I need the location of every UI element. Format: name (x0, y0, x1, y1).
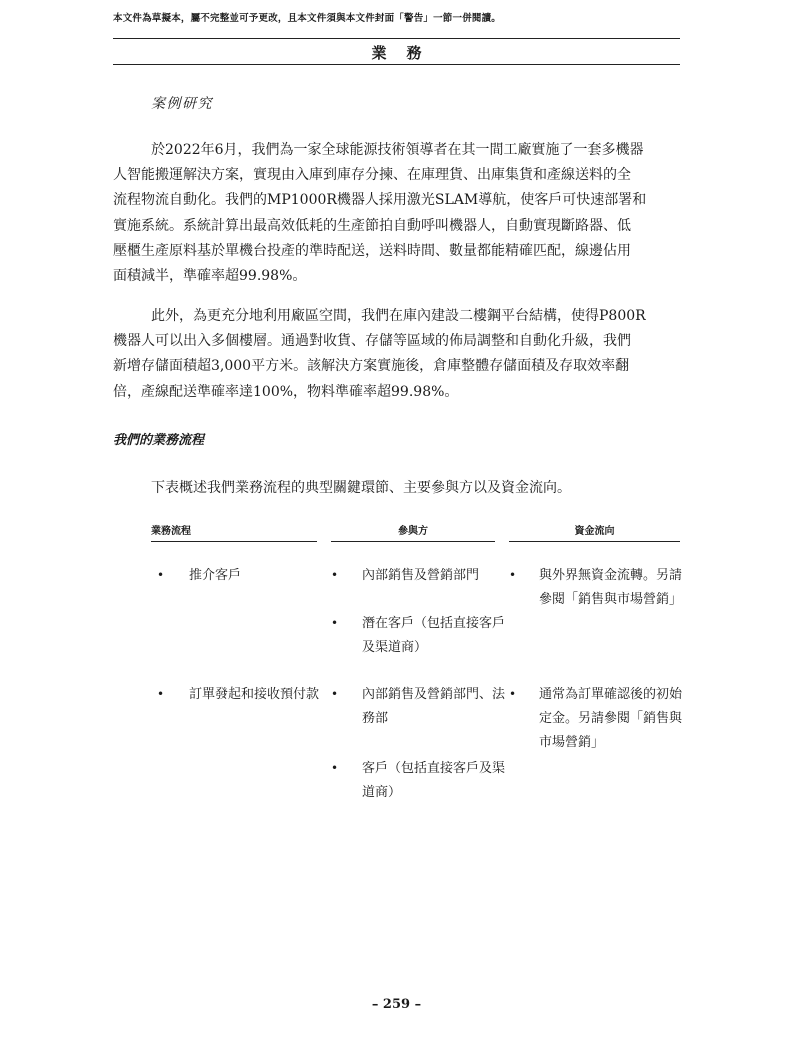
bullet: • (331, 761, 339, 775)
process-cell: 推介客戶 (189, 568, 242, 583)
case-study-paragraph-1 (113, 138, 680, 289)
business-process-heading: 我們的業務流程 (113, 433, 205, 448)
bullet: • (157, 568, 165, 582)
bullet: • (509, 568, 517, 582)
column-header-participants: 參與方 (331, 522, 495, 542)
case-study-heading: 案例研究 (151, 96, 213, 112)
process-cell: 訂單發起和接收預付款 (189, 687, 320, 702)
bullet: • (331, 568, 339, 582)
participant-cell: 內部銷售及營銷部門、法 務部 (362, 687, 506, 726)
text-line: 流程物流自動化。我們的MP1000R機器人採用激光SLAM導航，使客戶可快速部署和 (113, 192, 647, 209)
bullet: • (157, 687, 165, 701)
bullet: • (331, 687, 339, 701)
text-line: 此外，為更充分地利用廠區空間，我們在庫內建設二樓鋼平台結構，使得P800R (151, 308, 646, 324)
text-line: 新增存儲面積超3,000平方米。該解決方案實施後，倉庫整體存儲面積及存取效率翻 (113, 358, 630, 375)
column-header-process: 業務流程 (151, 522, 317, 542)
bullet: • (509, 687, 517, 701)
funds-cell: 通常為訂單確認後的初始 定金。另請參閱「銷售與 市場營銷」 (539, 687, 683, 750)
text-line: 倍，產線配送準確率達100%，物料準確率超99.98%。 (113, 383, 459, 400)
case-study-paragraph-2 (113, 304, 680, 405)
text-line: 面積減半，準確率超99.98%。 (113, 268, 307, 285)
page-number: – 259 – (371, 997, 422, 1012)
header-bottom-rule (113, 64, 680, 65)
text-line: 機器人可以出入多個樓層。通過對收貨、存儲等區域的佈局調整和自動化升級，我們 (113, 333, 631, 350)
business-process-intro: 下表概述我們業務流程的典型關鍵環節、主要參與方以及資金流向。 (151, 480, 571, 496)
participant-cell: 客戶（包括直接客戶及渠 道商） (362, 761, 506, 800)
bullet: • (331, 616, 339, 630)
header-top-rule (113, 38, 680, 39)
participant-cell: 潛在客戶（包括直接客戶 及渠道商） (362, 616, 506, 655)
funds-cell: 與外界無資金流轉。另請 參閱「銷售與市場營銷」 (539, 568, 683, 607)
text-line: 於2022年6月，我們為一家全球能源技術領導者在其一間工廠實施了一套多機器 (151, 142, 644, 158)
section-title: 業務 (371, 44, 442, 62)
column-header-funds: 資金流向 (509, 522, 680, 542)
participant-cell: 內部銷售及營銷部門 (362, 568, 480, 583)
text-line: 實施系統。系統計算出最高效低耗的生產節拍自動呼叫機器人，自動實現斷路器、低 (113, 217, 631, 234)
text-line: 人智能搬運解決方案，實現由入庫到庫存分揀、在庫理貨、出庫集貨和產線送料的全 (113, 167, 631, 184)
text-line: 壓櫃生產原料基於單機台投產的準時配送，送料時間、數量都能精確匹配，線邊佔用 (113, 242, 631, 259)
draft-disclaimer: 本文件為草擬本，屬不完整並可予更改，且本文件須與本文件封面「警告」一節一併閱讀。 (113, 13, 502, 24)
